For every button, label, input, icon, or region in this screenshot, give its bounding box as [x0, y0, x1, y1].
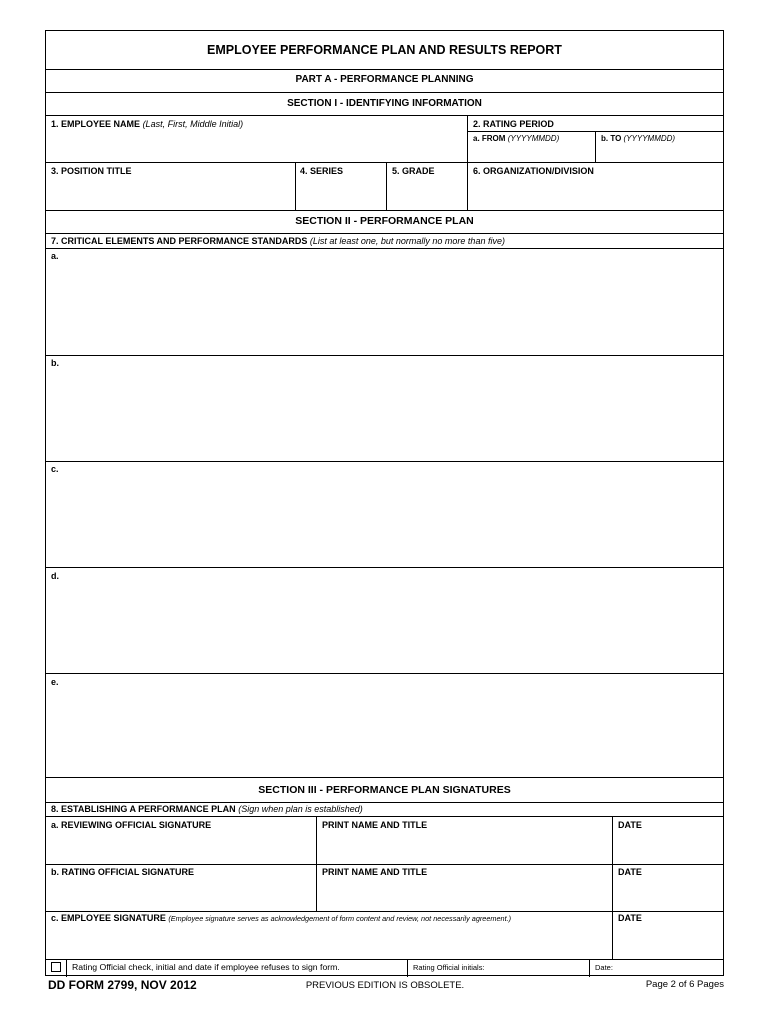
element-a-field[interactable] — [62, 251, 717, 351]
position-title-label: 3. POSITION TITLE — [51, 166, 132, 176]
divider — [612, 911, 613, 959]
divider — [46, 69, 723, 70]
edition-note: PREVIOUS EDITION IS OBSOLETE. — [305, 980, 465, 991]
divider — [467, 115, 468, 162]
reviewing-signature-label: a. REVIEWING OFFICIAL SIGNATURE — [51, 820, 212, 830]
element-e-field[interactable] — [62, 677, 717, 773]
rating-period-label: 2. RATING PERIOD — [473, 119, 554, 129]
rating-signature-field[interactable] — [50, 880, 312, 910]
divider — [467, 162, 468, 210]
refusal-date-label: Date: — [595, 963, 613, 972]
employee-date-label: DATE — [618, 913, 642, 923]
part-a-heading: PART A - PERFORMANCE PLANNING — [295, 74, 474, 85]
rating-signature-label: b. RATING OFFICIAL SIGNATURE — [51, 867, 194, 877]
series-label: 4. SERIES — [300, 166, 344, 176]
divider — [66, 959, 67, 977]
divider — [46, 816, 723, 817]
element-c-letter: c. — [51, 464, 59, 474]
rating-to-field[interactable] — [599, 145, 719, 161]
divider — [386, 162, 387, 210]
initials-label: Rating Official initials: — [413, 963, 485, 972]
rating-print-name-label: PRINT NAME AND TITLE — [322, 867, 428, 877]
divider — [46, 567, 723, 568]
divider — [295, 162, 296, 210]
employee-name-field[interactable] — [50, 133, 462, 159]
page-number: Page 2 of 6 Pages — [645, 979, 724, 990]
critical-elements-label: 7. CRITICAL ELEMENTS AND PERFORMANCE STANDARDS (List at least one, but normally no more than five) — [51, 236, 505, 246]
element-b-field[interactable] — [62, 358, 717, 458]
divider — [46, 355, 723, 356]
establishing-plan-label: 8. ESTABLISHING A PERFORMANCE PLAN (Sign when plan is established) — [51, 804, 363, 814]
grade-field[interactable] — [389, 179, 465, 207]
divider — [46, 777, 723, 778]
section-2-heading: SECTION II - PERFORMANCE PLAN — [295, 215, 474, 227]
rating-print-name-field[interactable] — [320, 880, 608, 908]
divider — [46, 162, 723, 163]
reviewing-date-label: DATE — [618, 820, 642, 830]
divider — [595, 131, 596, 162]
rating-to-label: b. TO (YYYYMMDD) — [601, 134, 676, 143]
grade-label: 5. GRADE — [392, 166, 435, 176]
element-a-letter: a. — [51, 251, 59, 261]
divider — [46, 92, 723, 93]
employee-signature-field[interactable] — [50, 927, 608, 957]
organization-field[interactable] — [471, 179, 719, 207]
initials-field[interactable] — [504, 960, 586, 975]
series-field[interactable] — [298, 179, 384, 207]
section-1-heading: SECTION I - IDENTIFYING INFORMATION — [287, 98, 482, 109]
rating-from-label: a. FROM (YYYYMMDD) — [473, 134, 560, 143]
employee-name-label: 1. EMPLOYEE NAME (Last, First, Middle Initial) — [51, 119, 244, 129]
organization-label: 6. ORGANIZATION/DIVISION — [473, 166, 594, 176]
divider — [612, 816, 613, 864]
form-title: EMPLOYEE PERFORMANCE PLAN AND RESULTS REPORT — [207, 43, 562, 57]
divider — [46, 233, 723, 234]
rating-from-field[interactable] — [471, 145, 591, 161]
rating-date-field[interactable] — [616, 880, 720, 908]
position-title-field[interactable] — [50, 179, 290, 207]
refusal-checkbox[interactable] — [51, 962, 61, 972]
divider — [612, 864, 613, 911]
divider — [589, 959, 590, 977]
divider — [46, 461, 723, 462]
divider — [316, 864, 317, 911]
divider — [46, 911, 723, 912]
element-d-field[interactable] — [62, 571, 717, 671]
rating-date-label: DATE — [618, 867, 642, 877]
reviewing-print-name-label: PRINT NAME AND TITLE — [322, 820, 428, 830]
divider — [46, 864, 723, 865]
divider — [46, 802, 723, 803]
element-c-field[interactable] — [62, 464, 717, 564]
element-b-letter: b. — [51, 358, 59, 368]
divider — [46, 248, 723, 249]
element-d-letter: d. — [51, 571, 59, 581]
form-id: DD FORM 2799, NOV 2012 — [48, 978, 197, 992]
reviewing-signature-field[interactable] — [50, 833, 312, 863]
element-e-letter: e. — [51, 677, 59, 687]
refusal-text: Rating Official check, initial and date if employee refuses to sign form. — [72, 962, 340, 972]
employee-signature-label: c. EMPLOYEE SIGNATURE (Employee signature serves as acknowledgement of form content and review, not necessarily agreement.) — [51, 913, 512, 923]
employee-date-field[interactable] — [616, 927, 720, 955]
reviewing-print-name-field[interactable] — [320, 833, 608, 861]
refusal-date-field[interactable] — [618, 960, 718, 975]
divider — [46, 673, 723, 674]
divider — [46, 210, 723, 211]
reviewing-date-field[interactable] — [616, 833, 720, 861]
divider — [407, 959, 408, 977]
section-3-heading: SECTION III - PERFORMANCE PLAN SIGNATURES — [258, 784, 511, 796]
performance-report-form — [45, 30, 724, 976]
divider — [46, 115, 723, 116]
divider — [316, 816, 317, 864]
